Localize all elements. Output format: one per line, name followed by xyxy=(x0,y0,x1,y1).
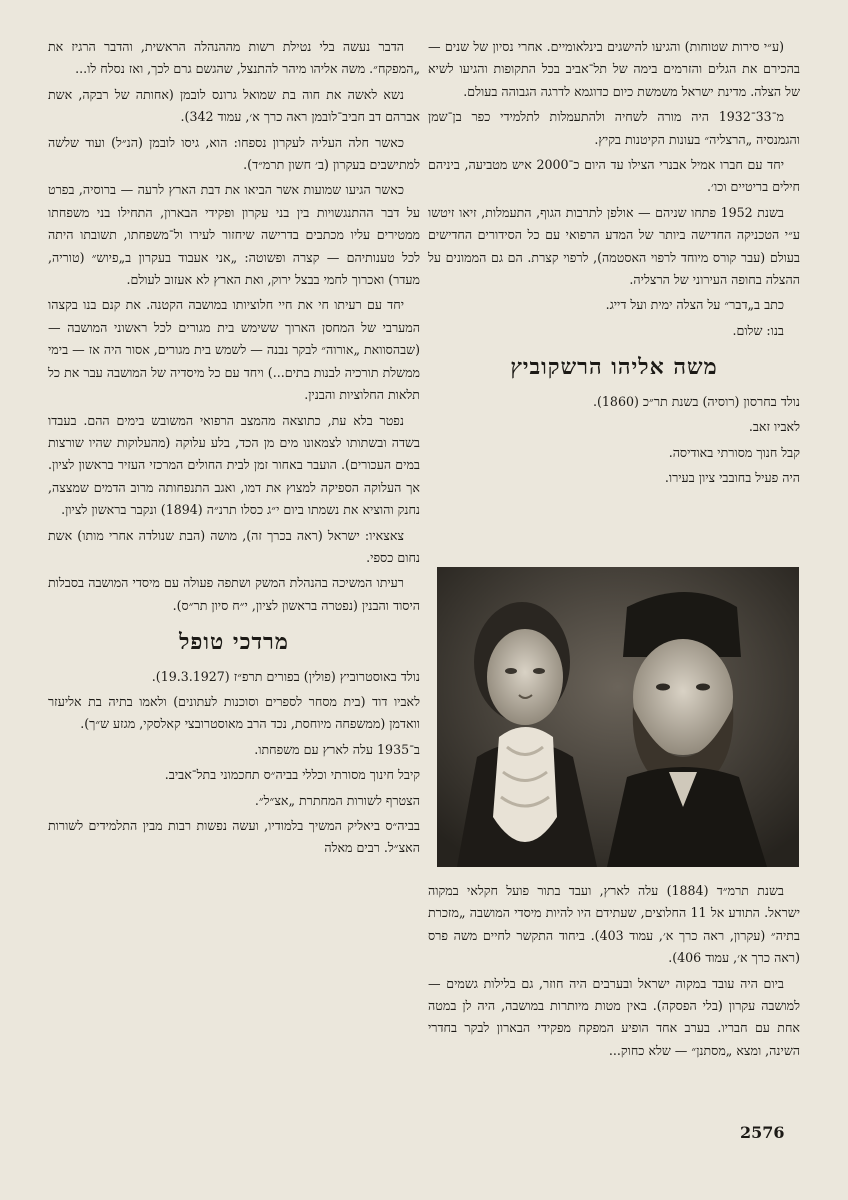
right-column-lower xyxy=(428,880,800,1065)
left-column xyxy=(48,36,420,863)
bio-line: קבל חנוך מסורתי באודיסה. xyxy=(668,444,800,460)
bio-line: לאביו זאב. xyxy=(748,419,800,435)
paragraph: רעיתו המשיכה בהנהלת המשק ושתפה פעולה עם מיסדי המושבה בסבלות היסוד והבנין (נפטרה בראשון לציון, י״ח סיון תר״ס). xyxy=(48,575,420,613)
bio-line: הצטרף לשורות המחתרת „אצ״ל״. xyxy=(254,792,420,808)
paragraph: (ע״י סירות שטוחות) והגיעו להישגים בינלאומיים. אחרי נסיון של שנים — בהכירם את הגלים והזרמים בימה של תל־אביב בכל התקופות והגיעו לשיא של הצלה. מדינת ישראל משמשת כיום כדוגמא לדרגה הגבוהה בעולם. xyxy=(428,39,800,99)
right-column xyxy=(428,36,800,492)
paragraph: ביום היה עובד במקוה ישראל ובערבים היה חוזר, גם בלילות גשמים — למושבה עקרון (בלי הפסקה). באין מטות מיותרות במושבה, היה לן במטה אחת עם חבריו. בערב אחד הופיע המפקח מפקידי הבארון לבקר בחדרי השינה, ומצא „מסתנן״ — שלא כחוק... xyxy=(428,975,800,1058)
paragraph: צאצאיו: ישראל (ראה בכרך זה), מושה (הבת שנולדה אחרי מותו) אשת נחום כספי. xyxy=(48,527,420,565)
paragraph: כתב ב„דבר״ על הצלה ימית ועל דייג. xyxy=(605,297,784,313)
bio-line: נולד באוסטרוביץ (פולין) בפורים תרפ״ז (19.3.1927). xyxy=(151,668,420,684)
bio-line: היה פעיל בחובבי ציון בעירו. xyxy=(664,469,800,485)
paragraph: יחד עם רעיתו חי את חיי חלוציותו במושבה הקטנה. את קנם בנו בקצהו המערבי של המחסן הארוך ששימש בית מגורים לכל ראשוני המושבה — (שבהסוואת „אורוה״ לבקר נבנה — לשמש בית מגורים, אסור היה אז — בימי ממשלת תורכיה לבנות בתים...) ויחד עם כל מיסדיה של המושבה עבר את כל תלאות החלוציות והבנין. xyxy=(48,297,420,403)
paragraph: יחד עם חברו אמיל אבנרי הצילו עד היום כ־2000 איש מטביעה, ביניהם חילים בריטיים וכו׳. xyxy=(428,157,800,195)
bio-line: לאביו דוד (בית מסחר לספרים וסוכנות לעתונים) ולאמו בתיה בת אליעזר וואדמן (ממשפחה מיוחסת, נכד הרב מאוסטרובצי קאלסקי, מגזע ש״ך). xyxy=(48,693,420,732)
portrait-image xyxy=(437,567,799,867)
paragraph: כאשר הגיעו שמועות אשר הביאו את דבת הארץ לרעה — ברוסיה, בפרט על דבר ההתנגשויות בין בני עקרון ופקידי הבארון, התחילו בני משפחתו ממטירים עליו מכתבים בדרישה שיחזור לעירו ול־משפחתו, תשובתו היתה לכל טענותיהם — קצרה ופשוטה: „אני אעבוד בעקרון ב„פיוש״ (טוריה, מעדר) ואכרוך לחמי בבצל ירוק, ואת הארץ לא אעזוב לעולם. xyxy=(48,182,420,288)
section-heading-topel: מרדכי טופל xyxy=(179,629,289,656)
portrait-photo xyxy=(437,567,799,867)
paragraph: הדבר נעשה בלי נטילת רשות מההנהלה הראשית, והדבר הרגיז את „המפקח״. משה אליהו מיהר להתנצל, שהגשם גרם לכך, ואז נסלח לו... xyxy=(48,39,420,77)
bio-line: נולד בחרסון (רוסיה) בשנת תר״כ (1860). xyxy=(593,393,800,409)
paragraph: כאשר חלה העליה לעקרון נספחו: הוא, גיסו לובמן (הנ״ל) ועוד שלשה למתישבים בעקרון (ב׳ חשון תרמ״ד). xyxy=(48,134,420,173)
page-number: 2576 xyxy=(740,1123,785,1142)
section-heading-hershkovitz: משה אליהו הרשקוביץ xyxy=(510,354,718,381)
paragraph: בשנת 1952 פתחו שניהם — אולפן לתרבות הגוף, התעמלות, זיאו זיטשו ע״י הטכניקה החדישה ביותר של המדע הרפואי עם כל הסידורים החדישים בעולם (עבר קורס מיוחד לרפוי האסטמה), לרפוי קצרת. הם גם הממונים על ההצלה בחופה העירוני של הרצליה. xyxy=(428,204,800,288)
bio-line: בביה״ס ביאליק המשיך בלמודיו, ועשה נפשות רבות מבין התלמידים לשורות האצ״ל. רבים מאלה xyxy=(48,818,420,856)
paragraph: נפטר בלא עת, כתוצאה מהמצב הרפואי המשובש בימים ההם. בעבדו בשדה ובשתותו לצמאונו מים מן הכד, בלע עלוקה (מהעלוקות שהיו שורצות במים העכורים). הועבר באחור זמן לבית החולים המרכזי העזיר בראשון לציון. אך העלוקה הספיקה למצוץ את דמו, ואגב התנפחותה מרוב הדמים שמצצה, נחנק והוציא את נשמתו ביום י״ג כסלו תרנ״ה (1894) ונקבר בראשון לציון. xyxy=(48,412,420,518)
paragraph: בנו: שלום. xyxy=(732,322,784,338)
bio-line: קיבל חינוך מסורתי וכללי בביה״ס תחכמוני בתל־אביב. xyxy=(164,767,420,783)
paragraph: בשנת תרמ״ד (1884) עלה לארץ, ועבד בתור פועל חקלאי במקוה ישראל. התודע אל 11 החלוצים, שעתידם היו להיות מיסדי המושבה „מזכרת בתיה״ (עקרון, ראה כרך א׳, עמוד 403). ביחוד התקשר לחיים משה פרס (ראה כרך א׳, עמוד 406). xyxy=(428,883,801,966)
paragraph: מ־33־1932 היה מורה לשחיה ולהתעמלות לתלמידי כפר בן־שמן והגמנסיה „הרצליה״ בעונות הקיטנות בקיץ. xyxy=(428,109,800,147)
paragraph: נשא לאשה את חוה בת שמואל גרונס לובמן (אחותה של רבקה, אשת אברהם דב חביב־לובמן ראה כרך א׳, עמוד 342). xyxy=(48,86,420,125)
bio-line: ב־1935 עלה לארץ עם משפחתו. xyxy=(254,741,420,757)
